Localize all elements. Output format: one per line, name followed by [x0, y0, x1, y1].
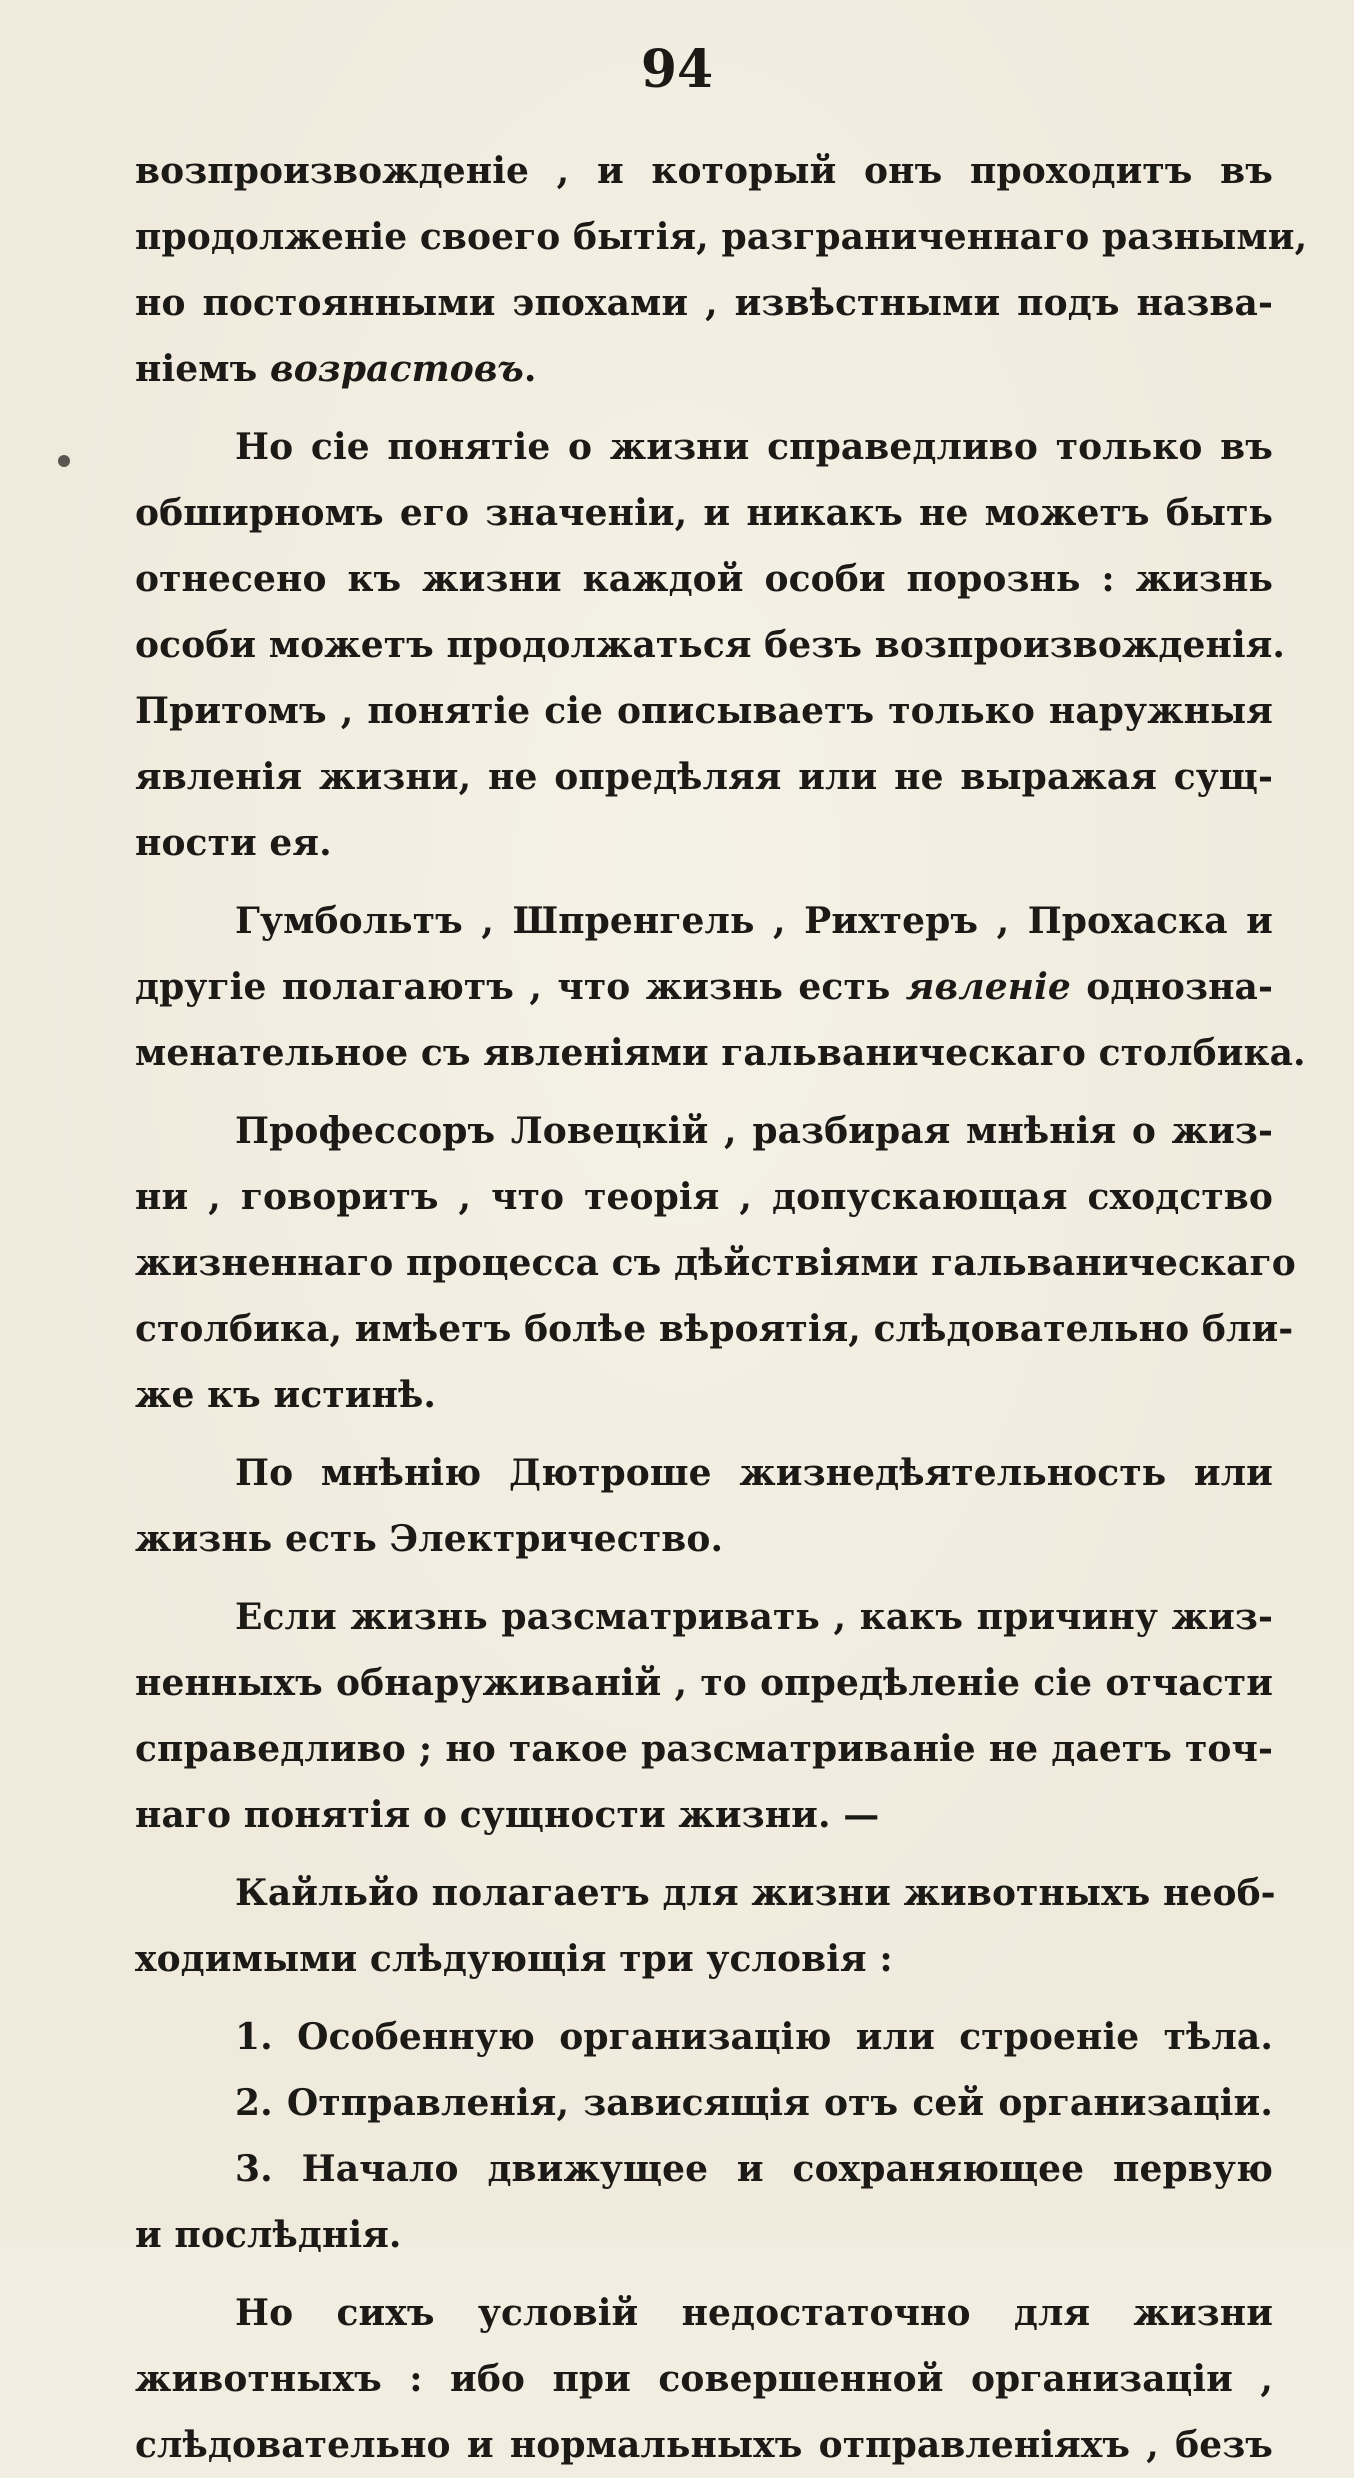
text-line: но постоянными эпохами , извѣстными подъ назва-: [135, 282, 1273, 324]
text-line: Но сихъ условій недостаточно для жизни: [235, 2292, 1273, 2334]
text-line: обширномъ его значеніи, и никакъ не можетъ быть: [135, 492, 1273, 534]
text-line: слѣдовательно и нормальныхъ отправленіяхъ , безъ: [135, 2424, 1273, 2466]
text-line: и послѣднія.: [135, 2214, 402, 2256]
text-line: же къ истинѣ.: [135, 1374, 437, 1416]
text-fragment: ніемъ: [135, 348, 270, 390]
text-line: [135, 954, 1273, 1020]
text-line: жизнь есть Электричество.: [135, 1518, 724, 1560]
text-fragment: другіе полагаютъ , что жизнь есть: [135, 966, 906, 1008]
text-line: жизненнаго процесса съ дѣйствіями гальваническаго: [135, 1242, 1296, 1284]
text-line: возпроизвожденіе , и который онъ проходитъ въ: [135, 150, 1273, 192]
ink-spot: [58, 455, 70, 467]
text-line: особи можетъ продолжаться безъ возпроизвожденія.: [135, 624, 1286, 666]
text-line: отнесено къ жизни каждой особи порознь : жизнь: [135, 558, 1273, 600]
page-number: 94: [640, 39, 714, 100]
text-line: Кайльйо полагаетъ для жизни животныхъ необ-: [235, 1872, 1276, 1914]
text-line: явленія жизни, не опредѣляя или не выражая сущ-: [135, 756, 1273, 798]
text-line: менательное съ явленіями гальваническаго столбика.: [135, 1032, 1306, 1074]
text-line: ни , говоритъ , что теорія , допускающая сходство: [135, 1176, 1273, 1218]
italic-term: возрастовъ: [269, 348, 524, 390]
text-line: [135, 336, 1273, 402]
text-line: столбика, имѣетъ болѣе вѣроятія, слѣдовательно бли-: [135, 1308, 1294, 1350]
text-fragment: .: [523, 348, 537, 390]
list-item: 3. Начало движущее и сохраняющее первую: [235, 2148, 1273, 2190]
text-line: животныхъ : ибо при совершенной организаціи ,: [135, 2358, 1273, 2400]
text-line: ности ея.: [135, 822, 332, 864]
text-line: продолженіе своего бытія, разграниченнаго разными,: [135, 216, 1308, 258]
text-line: справедливо ; но такое разсматриваніе не даетъ точ-: [135, 1728, 1273, 1770]
text-line: Если жизнь разсматривать , какъ причину жиз-: [235, 1596, 1273, 1638]
body-text: [135, 138, 1308, 2478]
text-line: Но сіе понятіе о жизни справедливо только въ: [235, 426, 1273, 468]
text-line: наго понятія о сущности жизни. —: [135, 1794, 880, 1836]
text-line: ходимыми слѣдующія три условія :: [135, 1938, 893, 1980]
text-line: Профессоръ Ловецкій , разбирая мнѣнія о жиз-: [235, 1110, 1273, 1152]
list-item: 1. Особенную организацію или строеніе тѣла.: [235, 2016, 1273, 2058]
text-fragment: однозна-: [1070, 966, 1273, 1008]
text-line: По мнѣнію Дютроше жизнедѣятельность или: [235, 1452, 1273, 1494]
list-item: 2. Отправленія, зависящія отъ сей организаціи.: [235, 2082, 1273, 2124]
italic-term: явленіе: [905, 966, 1071, 1008]
text-line: ненныхъ обнаруживаній , то опредѣленіе сіе отчасти: [135, 1662, 1273, 1704]
text-line: Гумбольтъ , Шпренгель , Рихтеръ , Прохаска и: [235, 900, 1273, 942]
text-line: Притомъ , понятіе сіе описываетъ только наружныя: [135, 690, 1273, 732]
